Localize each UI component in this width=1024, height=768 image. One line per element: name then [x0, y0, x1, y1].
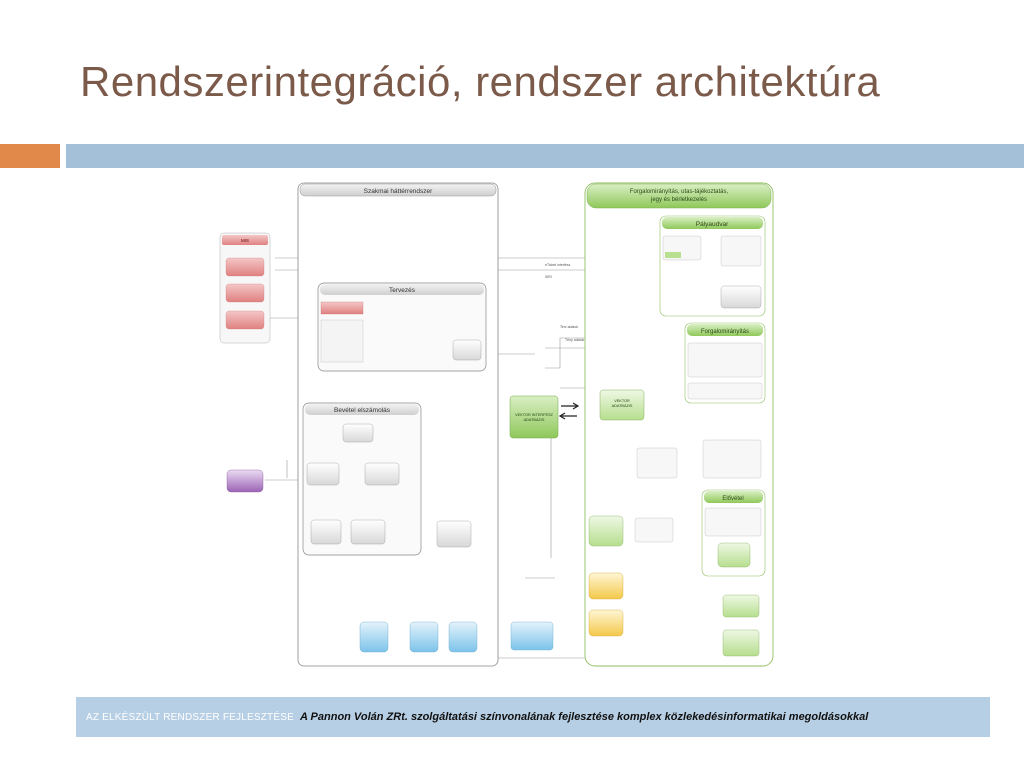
keszlet-box — [311, 520, 341, 544]
dfx-box — [688, 343, 762, 377]
ellenori-terminal-box — [723, 595, 759, 617]
internetes-jegy-box — [589, 516, 623, 546]
label-terv-adatok: Terv adatok — [560, 325, 579, 329]
accent-bar-orange — [0, 144, 60, 168]
mis-module-3 — [226, 311, 264, 329]
mis-module-1 — [226, 258, 264, 276]
leszamolas-box — [307, 463, 339, 485]
vektor-interfesz-label-2: ADATBÁZIS — [523, 418, 545, 422]
label-eticket: eTicket interfész — [545, 263, 571, 267]
jarmufedelzeti-box — [723, 630, 759, 656]
bevetel-title: Bevétel elszámolás — [334, 407, 390, 414]
forgalom-title-1: Forgalomirányítás, utas-tájékoztatás, — [629, 189, 729, 195]
mis-label: MIS — [240, 238, 250, 243]
accent-bar-blue — [66, 144, 1024, 168]
vektor-label-2: ADATBÁZIS — [611, 404, 633, 408]
menetlevel-box — [437, 521, 471, 547]
elovetel-title: Elővétel — [722, 496, 744, 502]
jegy-automata-box-2 — [589, 610, 623, 636]
gps-box — [511, 622, 553, 650]
libra-box — [360, 622, 388, 652]
vektor-interfesz-box — [510, 396, 558, 438]
forgalomiranyitas-title: Forgalomirányítás — [700, 329, 750, 335]
szerver-szolgaltatas-box — [635, 518, 673, 542]
footer-project-title: A Pannon Volán ZRt. szolgáltatási színvonalának fejlesztése komplex közlekedésinformatikai megoldásokkal — [299, 711, 869, 723]
vektor-interfesz-label-1: VEKTOR INTERFÉSZ — [515, 413, 553, 417]
elszamolas-box — [343, 424, 373, 442]
dfus-box — [410, 622, 438, 652]
tervezes-title: Tervezés — [388, 287, 416, 294]
nagykeszlet-box — [351, 520, 385, 544]
jegy-automata-box-1 — [589, 573, 623, 599]
bevetel-box — [365, 463, 399, 485]
busreplay-box — [688, 383, 762, 399]
forgalmi-naplo-box — [721, 286, 761, 308]
busdata-box — [703, 440, 761, 478]
label-siri: SIRI — [545, 275, 552, 279]
mis-module-2 — [226, 284, 264, 302]
vezenyles-box — [453, 340, 481, 360]
page-title: Rendszerintegráció, rendszer architektúra — [80, 58, 881, 105]
architecture-diagram — [215, 178, 785, 674]
footer-bar — [76, 697, 990, 737]
footer-section-label: AZ ELKÉSZÜLT RENDSZER FEJLESZTÉSE — [86, 711, 294, 723]
passinfo-box — [637, 448, 677, 478]
exchange-arrow-icon — [560, 403, 578, 419]
szakmai-title: Szakmai háttérrendszer — [363, 188, 433, 195]
label-teny-adatok: Tény adatok — [565, 338, 585, 342]
elovetel-penztargep-box — [718, 543, 750, 567]
jarmuvezeto-box — [227, 470, 263, 492]
vektor-label-1: VEKTOR — [614, 399, 630, 403]
forgalom-title-2: jegy és bérletkezelés — [650, 197, 708, 203]
palyaudvar-title: Pályaudvar — [695, 221, 729, 228]
szemelyzet-box — [449, 622, 477, 652]
